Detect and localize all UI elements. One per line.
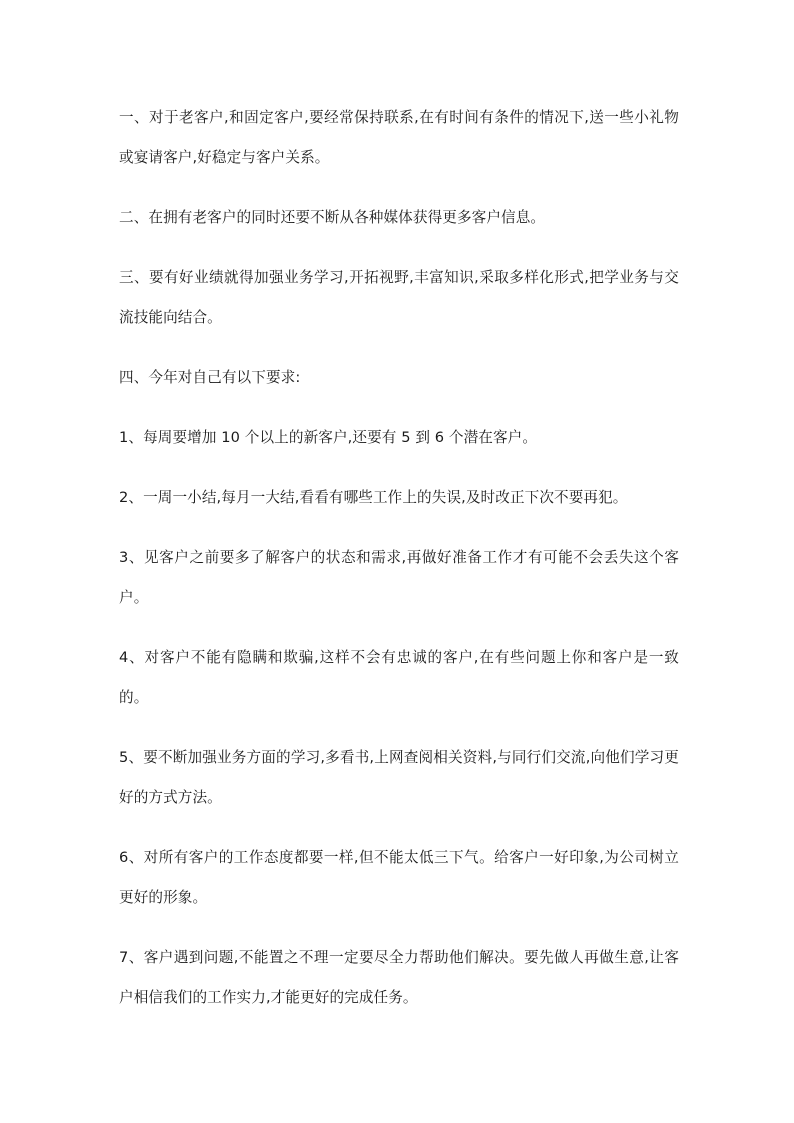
list-item-4: 4、对客户不能有隐瞒和欺骗,这样不会有忠诚的客户,在有些问题上你和客户是一致的。	[119, 649, 679, 706]
paragraph-2: 二、在拥有老客户的同时还要不断从各种媒体获得更多客户信息。	[119, 209, 546, 226]
document-body	[119, 98, 679, 1038]
list-item-2: 2、一周一小结,每月一大结,看看有哪些工作上的失误,及时改正下次不要再犯。	[119, 489, 628, 506]
paragraph-1: 一、对于老客户,和固定客户,要经常保持联系,在有时间有条件的情况下,送一些小礼物或宴请客户,好稳定与客户关系。	[119, 109, 679, 166]
list-item-7: 7、客户遇到问题,不能置之不理一定要尽全力帮助他们解决。要先做人再做生意,让客户相信我们的工作实力,才能更好的完成任务。	[119, 949, 679, 1006]
paragraph-4: 四、今年对自己有以下要求:	[119, 369, 301, 386]
list-item-5: 5、要不断加强业务方面的学习,多看书,上网查阅相关资料,与同行们交流,向他们学习更好的方式方法。	[119, 749, 679, 806]
list-item-1: 1、每周要增加 10 个以上的新客户,还要有 5 到 6 个潜在客户。	[119, 429, 538, 446]
list-item-3: 3、见客户之前要多了解客户的状态和需求,再做好准备工作才有可能不会丢失这个客户。	[119, 549, 679, 606]
paragraph-3: 三、要有好业绩就得加强业务学习,开拓视野,丰富知识,采取多样化形式,把学业务与交流技能向结合。	[119, 269, 679, 326]
list-item-6: 6、对所有客户的工作态度都要一样,但不能太低三下气。给客户一好印象,为公司树立更好的形象。	[119, 849, 679, 906]
